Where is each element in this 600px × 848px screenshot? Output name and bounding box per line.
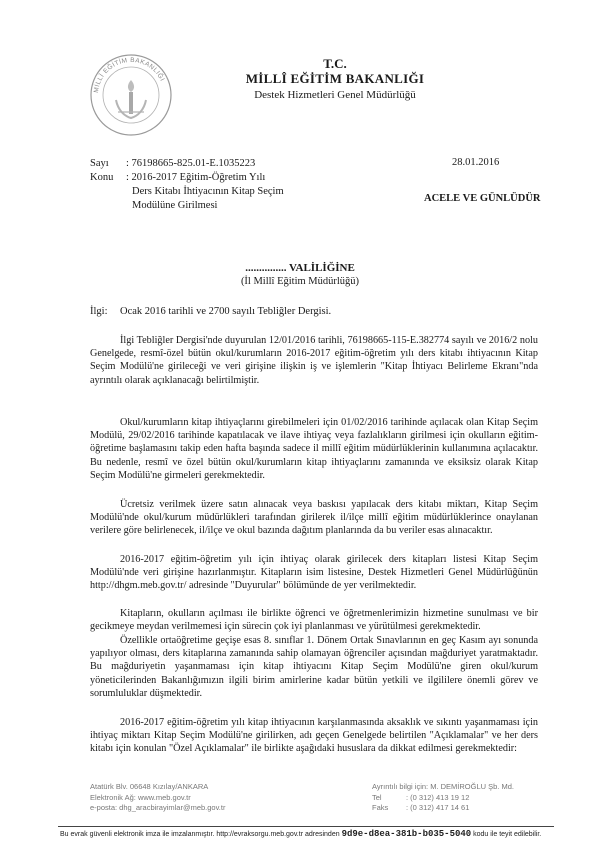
ministry-seal-logo [88,52,174,138]
footer-address-block [90,782,225,814]
body-paragraph: Ücretsiz verilmek üzere satın alınacak veya baskısı yapılacak ders kitabı miktarı, Kitap Seçim Modülü'nde okul/kurum müdürlükleri tarafından girilerek il/ilçe millî eğitim müdürlüklerince onaylanan verilere göre belirlenecek, il/ilçe ve okul bazında dağıtım planlarında da bu veriler esas alınacaktır. [90,499,538,537]
footer-address: Atatürk Blv. 06648 Kızılay/ANKARA [90,782,209,791]
addressee-subtitle: (İl Millî Eğitim Müdürlüğü) [240,276,360,287]
konu-line-2: Ders Kitabı İhtiyacının Kitap Seçim [132,186,284,197]
country-label: T.C. [323,56,347,71]
verification-prefix: Bu evrak güvenli elektronik imza ile imzalanmıştır. http://evraksorgu.meb.gov.tr adresinden [60,831,340,838]
body-paragraph: Kitapların, okulların açılması ile birlikte öğrenci ve öğretmenlerimizin hizmetine sunulması ve bir gecikmeye meydan verilmemesi için sürecin çok iyi planlanması ve yürütülmesi gerekmektedir. [90,608,538,633]
footer-web: Elektronik Ağ: www.meb.gov.tr [90,792,191,802]
footer-divider [58,826,554,827]
konu-line-1: : 2016-2017 Eğitim-Öğretim Yılı [126,172,266,183]
reference-text: Ocak 2016 tarihli ve 2700 sayılı Tebliğler Dergisi. [120,306,332,317]
reference-label: İlgi: [90,306,108,317]
footer-tel-label: Tel [372,792,382,802]
verification-line [60,829,541,839]
footer-email: e-posta: dhg_aracbirayimlar@meb.gov.tr [90,803,226,812]
footer-fax-label: Faks [372,803,389,812]
body-paragraph: 2016-2017 eğitim-öğretim yılı için ihtiyaç olarak girilecek ders kitapları listesi Kitap Seçim Modülü'nde veri girişine hazırlanmıştır. Kitapların isim listesine, Destek Hizmetleri Genel Müdürlüğünün http://dhgm.meb.gov.tr/ adresinde "Duyurular" bölümünde de yer verilmektedir. [90,554,538,592]
body-paragraph: İlgi Tebliğler Dergisi'nde duyurulan 12/01/2016 tarihli, 76198665-115-E.382774 sayılı ve 2016/2 nolu Genelgede, resmî-özel bütün okul/kurumların 2016-2017 eğitim-öğretim yılı ders kitabı ihtiyacının Kitap Seçim Modülü'ne girileceği ve veri girişine ilişkin iş ve işlemlerin "Kitap İhtiyacı Belirleme Ekranı"nda ayrıntılı olarak açıklanacağı belirtilmiştir. [90,335,538,386]
reference-line [90,306,331,317]
body-paragraph: Okul/kurumların kitap ihtiyaçlarını girebilmeleri için 01/02/2016 tarihinde açılacak olan Kitap Seçim Modülü, 29/02/2016 tarihinde kapatılacak ve ilave ihtiyaç veya fazlalıkların girilmesi için okulların eğitim-öğretime başlamasını takip eden hafta başında sadece il millî eğitim müdürlüklerinin kullanımına açılacaktır. Bu nedenle, resmî ve özel bütün okul/kurumların kitap ihtiyaçlarını zamanında ve eksiksiz olarak Kitap Seçim Modülü'ne girmeleri gerekmektedir. [90,417,538,481]
department-name: Destek Hizmetleri Genel Müdürlüğü [254,89,416,101]
seal-text: MİLLÎ EĞİTİM BAKANLIĞI [92,56,166,94]
document-date: 28.01.2016 [452,157,500,168]
ministry-name: MİLLÎ EĞİTİM BAKANLIĞI [245,71,425,86]
sayi-value: : 76198665-825.01-E.1035223 [126,158,256,169]
sayi-row [90,157,255,171]
konu-line-3: Modülüne Girilmesi [132,200,218,211]
footer-fax: : (0 312) 417 14 61 [406,803,470,812]
footer-contact-block [372,782,514,814]
konu-label: Konu [90,172,114,183]
footer-tel: : (0 312) 413 19 12 [406,792,470,802]
body-paragraph: Özellikle ortaöğretime geçişe esas 8. sınıflar 1. Dönem Ortak Sınavlarının en geç Kasım ayı sonunda yapılıyor olması, ders kitaplarına zamanında sahip olamayan öğrenciler açısından mağduriyet yaratmaktadır. Bu mağduriyetin yaşanmaması için kitap ihtiyacını Kitap Seçim Modülü'ne giren okul/kurum yöneticilerinden Bakanlığımızın ilgili birim amirlerine kadar bütün yetkili ve ilgililere önemli görev ve sorumluluklar düşmektedir. [90,635,538,699]
addressee-title: ............... VALİLİĞİNE [245,262,355,274]
verification-code: 9d9e-d8ea-381b-b035-5040 [341,829,472,839]
urgency-note: ACELE VE GÜNLÜDÜR [424,193,541,204]
konu-block [90,171,284,213]
footer-contact: Ayrıntılı bilgi için: M. DEMİROĞLU Şb. Md. [372,782,514,791]
body-paragraph: 2016-2017 eğitim-öğretim yılı kitap ihtiyacının karşılanmasında aksaklık ve sıkıntı yaşanmaması için ihtiyaç miktarı Kitap Seçim Modülü'ne girilirken, adı geçen Genelgede belirtilen "Açıklamalar" ve her ders kitabı için konulan "Özel Açıklamalar" ile birlikte aşağıdaki hususlara da dikkat edilmesi gerekmektedir: [90,717,538,755]
sayi-label: Sayı [90,158,109,169]
verification-suffix: kodu ile teyit edilebilir. [473,831,542,838]
